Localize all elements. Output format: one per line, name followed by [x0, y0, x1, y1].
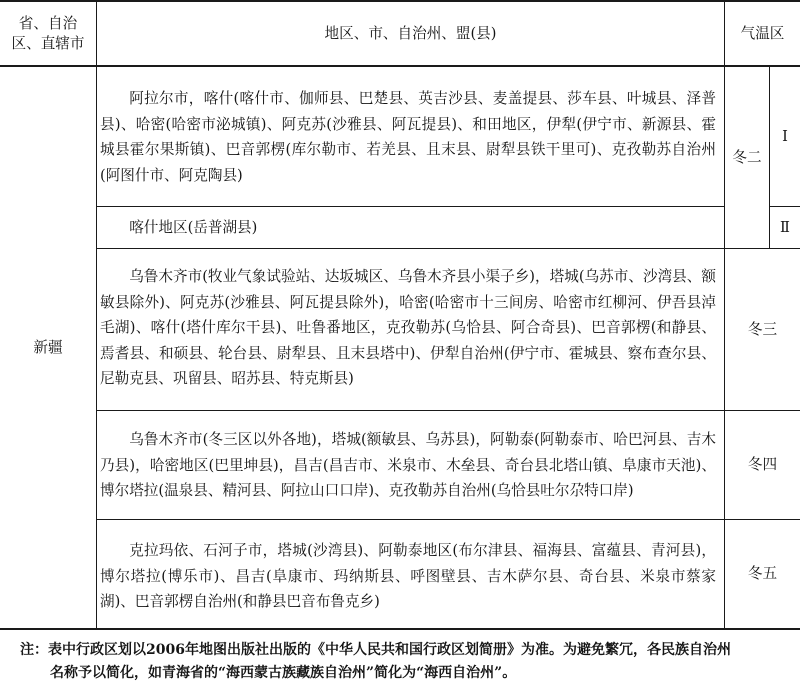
subzone-label: Ⅱ	[780, 218, 790, 236]
column-divider	[96, 0, 97, 629]
region-cell	[100, 207, 720, 248]
footnote-line-2: 名称予以简化，如青海省的“海西蒙古族藏族自治州”简化为“海西自治州”。	[50, 665, 517, 681]
zone-cell	[725, 520, 800, 628]
region-text: 乌鲁木齐市(冬三区以外各地)，塔城(额敏县、乌苏县)，阿勒泰(阿勒泰市、哈巴河县、吉木乃县)，哈密地区(巴里坤县)，昌吉(昌吉市、米泉市、木垒县、奇台县北塔山镇、阜康市天池)、博尔塔拉(温泉县、精河县、阿拉山口口岸)、克孜勒苏自治州(乌恰县吐尔尕特口岸)	[100, 431, 716, 499]
region-text: 喀什地区(岳普湖县)	[129, 218, 258, 236]
footnote-line-1: 注：表中行政区划以2006年地图出版社出版的《中华人民共和国行政区划简册》为准。为避免繁冗，各民族自治州	[20, 642, 731, 658]
row-divider	[96, 248, 800, 249]
region-text: 克拉玛依、石河子市，塔城(沙湾县)、阿勒泰地区(布尔津县、福海县、富蕴县、青河县)，博尔塔拉(博乐市)、昌吉(阜康市、玛纳斯县、呼图壁县、吉木萨尔县、奇台县、米泉市蔡家湖)、巴音郭楞自治州(和静县巴音布鲁克乡)	[100, 542, 716, 610]
region-cell	[100, 264, 720, 410]
zone-cell	[725, 411, 800, 519]
region-cell	[100, 427, 720, 519]
region-text: 阿拉尔市，喀什(喀什市、伽师县、巴楚县、英吉沙县、麦盖提县、莎车县、叶城县、泽普县)、哈密(哈密市泌城镇)、阿克苏(沙雅县、阿瓦提县)、和田地区，伊犁(伊宁市、新源县、霍城县霍尔果斯镇)、巴音郭楞(库尔勒市、若羌县、且末县、尉犁县铁干里可)、克孜勒苏自治州(阿图什市、阿克陶县)	[100, 90, 716, 184]
header-divider	[0, 65, 800, 67]
table-bottom-border	[0, 628, 800, 630]
zone-label: 冬五	[747, 565, 778, 583]
row-divider	[96, 519, 800, 520]
subzone-cell	[770, 207, 800, 248]
region-cell	[100, 86, 720, 206]
zone-label: 冬二	[732, 148, 762, 166]
header-region	[97, 2, 724, 65]
subzone-cell	[770, 67, 800, 206]
zone-cell-merged	[725, 67, 769, 248]
zone-label: 冬三	[747, 320, 778, 338]
zone-label: 冬四	[747, 456, 778, 474]
zone-cell	[725, 249, 800, 410]
header-zone-label: 气温区	[740, 24, 785, 42]
footnote	[20, 639, 798, 685]
header-region-label: 地区、市、自治州、盟(县)	[324, 24, 497, 42]
region-text: 乌鲁木齐市(牧业气象试验站、达坂城区、乌鲁木齐县小渠子乡)，塔城(乌苏市、沙湾县、额敏县除外)、阿克苏(沙雅县、阿瓦提县除外)，哈密(哈密市十三间房、哈密市红柳河、伊吾县淖毛湖)、喀什(塔什库尔干县)、吐鲁番地区，克孜勒苏(乌恰县、阿合奇县)、巴音郭楞(和静县、焉耆县、和硕县、轮台县、尉犁县、且末县塔中)、伊犁自治州(伊宁市、霍城县、察布查尔县、尼勒克县、巩留县、昭苏县、特克斯县)	[100, 268, 716, 387]
province-name: 新疆	[33, 338, 63, 356]
header-province	[0, 2, 96, 65]
header-province-label: 省、自治区、直辖市	[11, 14, 85, 52]
province-cell	[0, 67, 96, 628]
header-zone	[725, 2, 800, 65]
region-cell	[100, 538, 720, 628]
row-divider	[96, 410, 800, 411]
subzone-label: Ⅰ	[782, 127, 788, 145]
